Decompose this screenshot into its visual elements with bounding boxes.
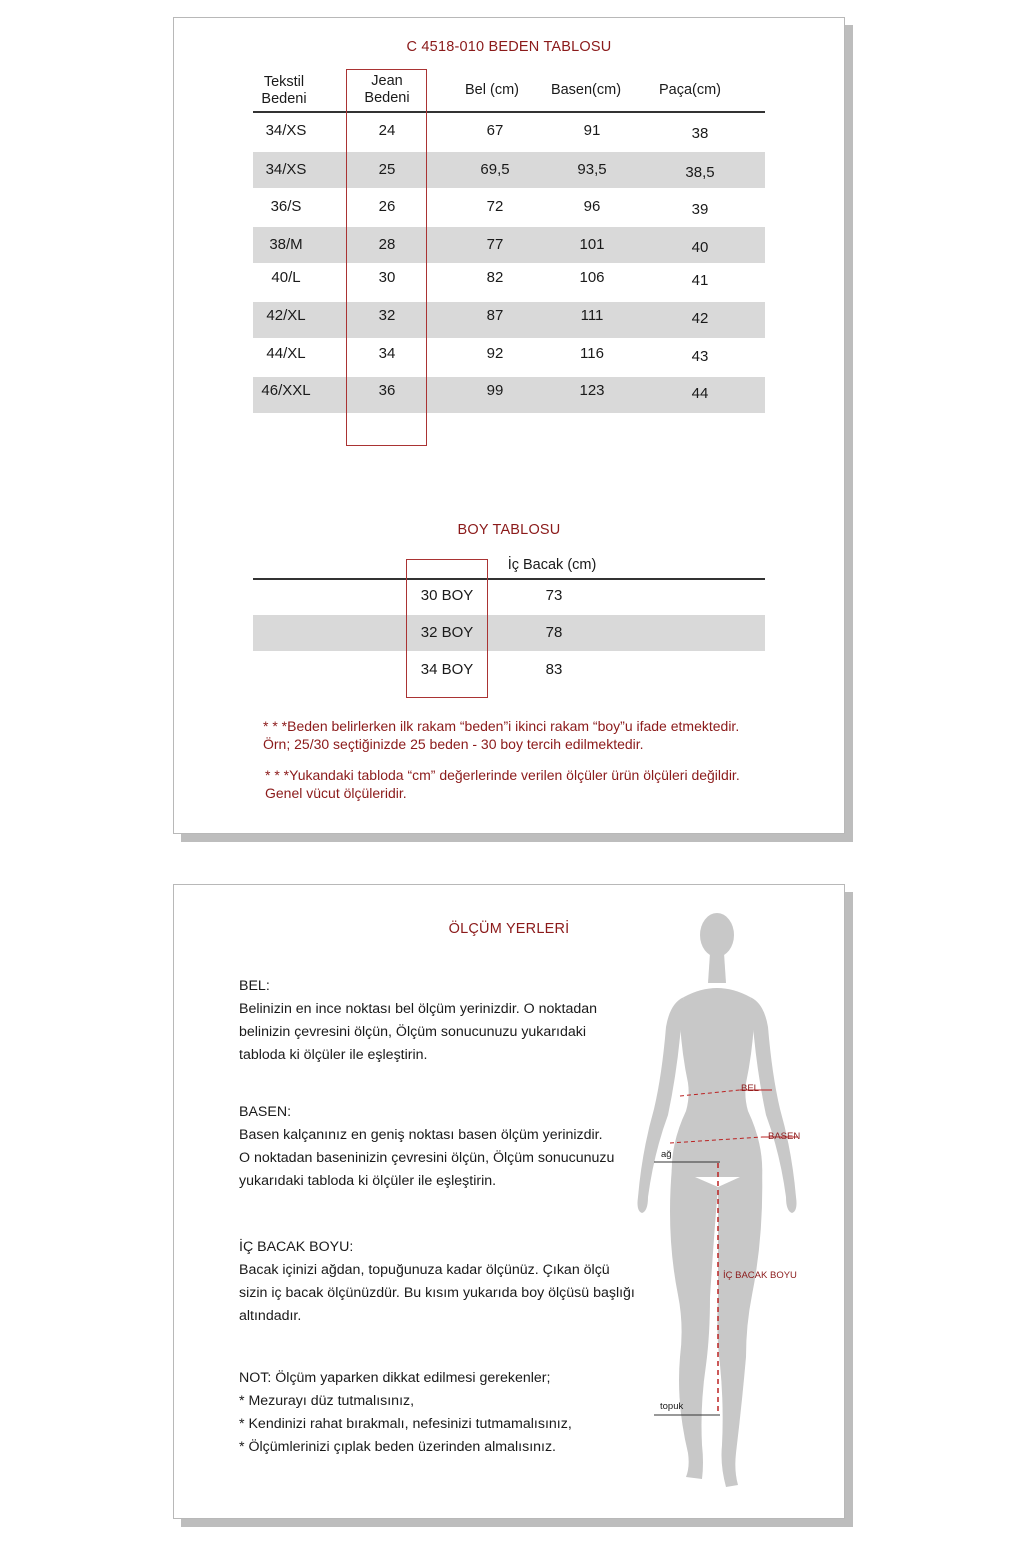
label-bel: BEL [741,1083,759,1094]
bel-heading: BEL: [239,978,270,994]
basen-cell: 101 [579,236,605,253]
paca-cell: 38,5 [685,164,715,181]
header-basen: Basen(cm) [550,82,622,98]
jean-cell: 36 [378,382,396,399]
note1-line2: Örn; 25/30 seçtiğinizde 25 beden - 30 boy tercih edilmektedir. [263,736,644,752]
tekstil-cell: 34/XS [265,122,307,139]
bel-cell: 72 [486,198,504,215]
basen-cell: 106 [579,269,605,286]
not-heading: NOT: Ölçüm yaparken dikkat edilmesi gerekenler; [239,1370,551,1386]
basen-cell: 123 [579,382,605,399]
ic-bacak-cell: 73 [545,587,563,604]
jean-cell: 34 [378,345,396,362]
basen-cell: 111 [580,307,604,324]
basen-cell: 93,5 [577,161,607,178]
boy-column-highlight [406,559,488,698]
body-silhouette-figure [614,905,824,1505]
ic-bacak-text-line: sizin iç bacak ölçünüzdür. Bu kısım yukarıda boy ölçüsü başlığı [239,1285,635,1301]
bel-cell: 92 [486,345,504,362]
boy-cell: 34 BOY [420,661,474,678]
boy-table-header-rule [253,578,765,580]
ic-bacak-cell: 83 [545,661,563,678]
jean-column-highlight [346,69,427,446]
bel-cell: 87 [486,307,504,324]
paca-cell: 41 [691,272,709,289]
size-chart-card [173,17,845,834]
header-paca: Paça(cm) [658,82,722,98]
jean-cell: 30 [378,269,396,286]
paca-cell: 44 [691,385,709,402]
header-tekstil-line2: Bedeni [261,91,307,107]
note1-line1: * * *Beden belirlerken ilk rakam “beden”i ikinci rakam “boy”u ifade etmektedir. [263,718,740,734]
tekstil-cell: 44/XL [266,345,306,362]
not-section [239,1367,659,1459]
not-item: * Kendinizi rahat bırakmalı, nefesinizi tutmamalısınız, [239,1416,572,1432]
bel-cell: 67 [486,122,504,139]
basen-section [239,1101,639,1193]
header-jean-line1: Jean [371,73,403,89]
ic-bacak-section [239,1236,639,1328]
jean-cell: 25 [378,161,396,178]
basen-text-line: Basen kalçanınız en geniş noktası basen ölçüm yerinizdir. [239,1127,603,1143]
ic-bacak-cell: 78 [545,624,563,641]
basen-cell: 91 [583,122,601,139]
bel-text-line: tabloda ki ölçüler ile eşleştirin. [239,1047,428,1063]
basen-text-line: O noktadan baseninizin çevresini ölçün, Ölçüm sonucunuzu [239,1150,615,1166]
tekstil-cell: 34/XS [265,161,307,178]
header-tekstil-bedeni [244,74,324,108]
header-jean-line2: Bedeni [364,90,410,106]
header-tekstil-line1: Tekstil [263,74,305,90]
tekstil-cell: 40/L [271,269,301,286]
basen-heading: BASEN: [239,1104,292,1120]
jean-cell: 32 [378,307,396,324]
boy-table-title: BOY TABLOSU [457,522,561,538]
bel-section [239,975,639,1067]
bel-cell: 69,5 [480,161,510,178]
basen-cell: 96 [583,198,601,215]
tekstil-cell: 42/XL [266,307,306,324]
header-ic-bacak: İç Bacak (cm) [507,557,597,573]
boy-cell: 30 BOY [420,587,474,604]
jean-cell: 26 [378,198,396,215]
header-bel: Bel (cm) [465,82,519,98]
jean-cell: 24 [378,122,396,139]
row-band [253,615,765,651]
paca-cell: 40 [691,239,709,256]
size-table-header-rule [253,111,765,113]
not-item: * Mezurayı düz tutmalısınız, [239,1393,415,1409]
label-basen: BASEN [768,1131,801,1142]
measure-title: ÖLÇÜM YERLERİ [448,921,570,937]
bel-cell: 99 [486,382,504,399]
note-cm-values [265,766,740,802]
measurement-guide-card [173,884,845,1519]
tekstil-cell: 38/M [269,236,303,253]
basen-text-line: yukarıdaki tabloda ki ölçüler ile eşleştirin. [239,1173,497,1189]
bel-text-line: belinizin çevresini ölçün, Ölçüm sonucunuzu yukarıdaki [239,1024,586,1040]
basen-cell: 116 [580,345,604,362]
jean-cell: 28 [378,236,396,253]
bel-text-line: Belinizin en ince noktası bel ölçüm yerinizdir. O noktadan [239,1001,598,1017]
label-ag: ağ [661,1149,672,1160]
paca-cell: 43 [691,348,709,365]
boy-cell: 32 BOY [420,624,474,641]
size-table-title: C 4518-010 BEDEN TABLOSU [406,39,612,55]
tekstil-cell: 46/XXL [261,382,311,399]
bel-cell: 77 [486,236,504,253]
label-topuk: topuk [660,1401,684,1412]
note-beden-boy [263,717,739,753]
ic-bacak-heading: İÇ BACAK BOYU: [239,1239,354,1255]
bel-cell: 82 [486,269,504,286]
note2-line1: * * *Yukandaki tabloda “cm” değerlerinde verilen ölçüler ürün ölçüleri değildir. [265,767,740,783]
ic-bacak-text-line: Bacak içinizi ağdan, topuğunuza kadar ölçünüz. Çıkan ölçü [239,1262,610,1278]
tekstil-cell: 36/S [270,198,302,215]
paca-cell: 38 [691,125,709,142]
ic-bacak-text-line: altındadır. [239,1308,302,1324]
not-item: * Ölçümlerinizi çıplak beden üzerinden almalısınız. [239,1439,557,1455]
paca-cell: 42 [691,310,709,327]
paca-cell: 39 [691,201,709,218]
label-ic-bacak-boyu: İÇ BACAK BOYU [723,1270,797,1281]
note2-line2: Genel vücut ölçüleridir. [265,785,407,801]
